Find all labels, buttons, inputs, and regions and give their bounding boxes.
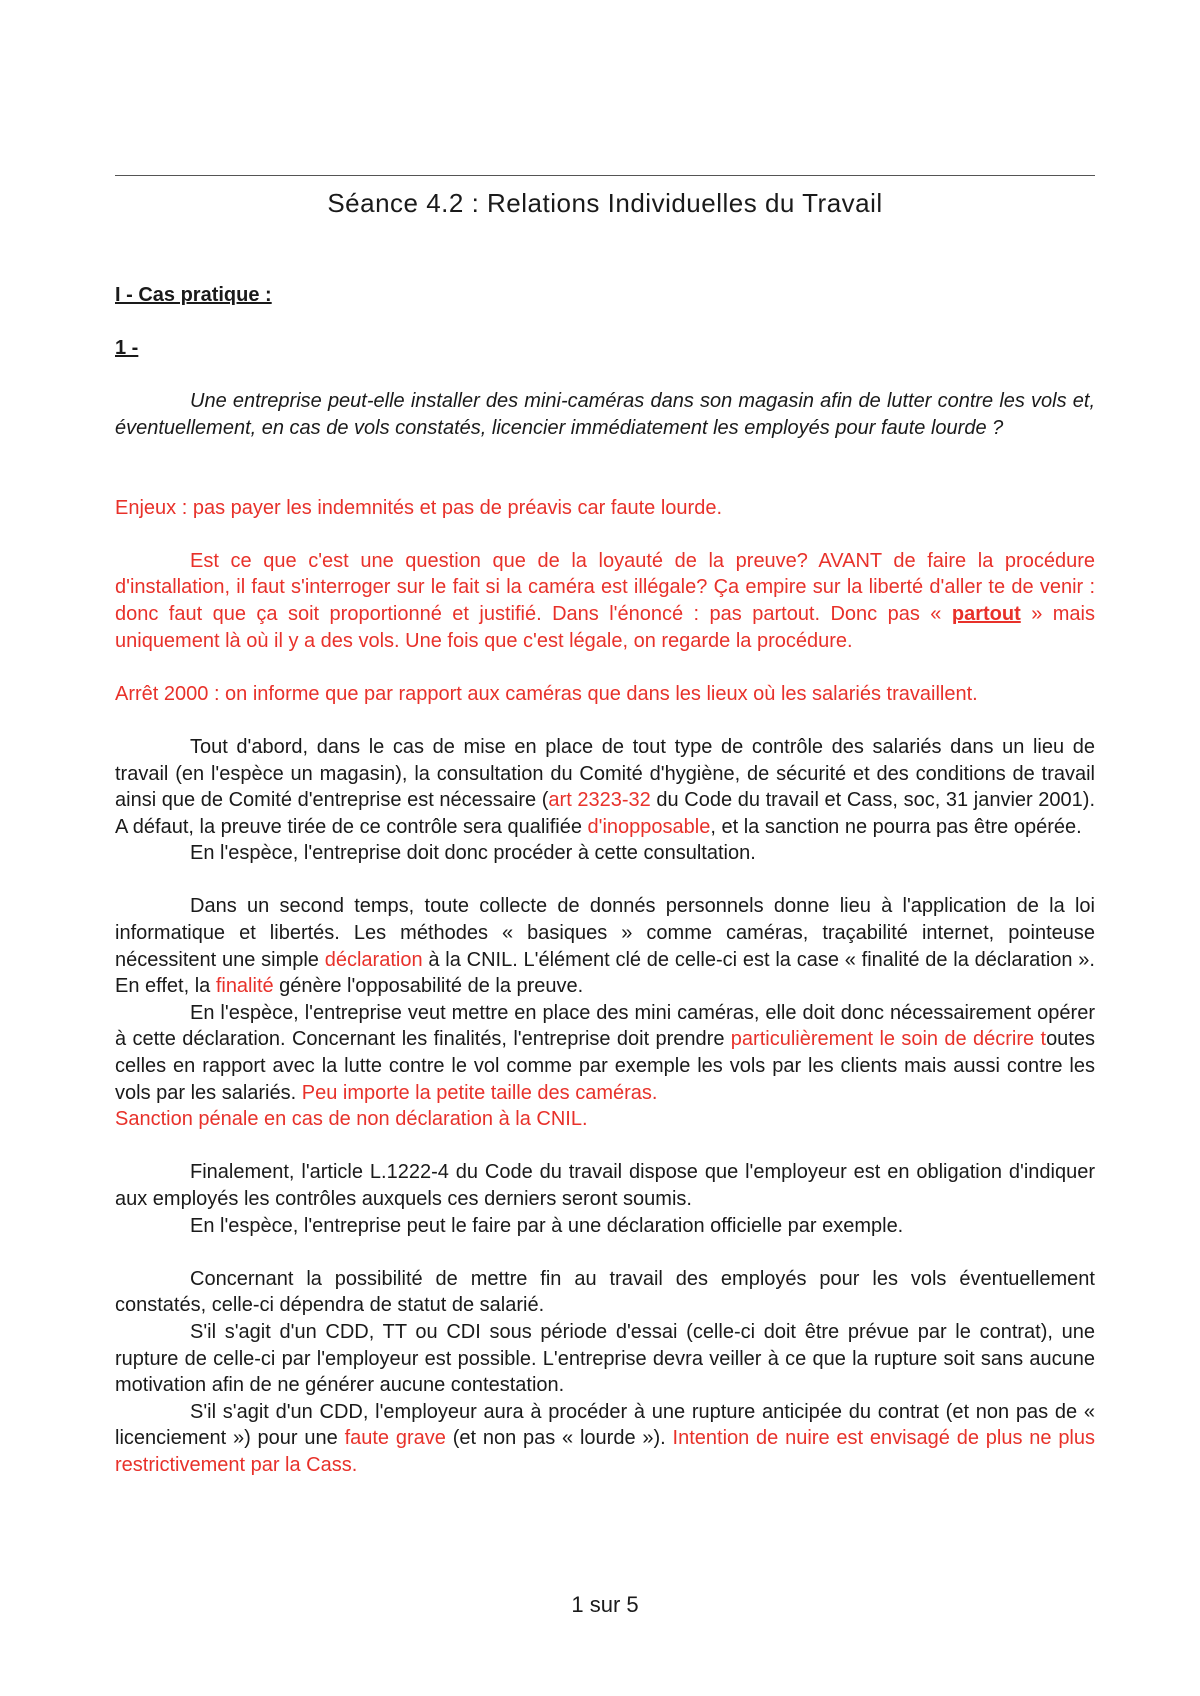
cnil-paragraph xyxy=(115,893,1095,999)
declaration-term: déclaration xyxy=(324,948,423,971)
enjeux-note: Enjeux : pas payer les indemnités et pas de préavis car faute lourde. xyxy=(115,496,723,519)
cnil-text-a: Dans un second temps, toute collecte de donnés personnels donne lieu à l'application de la loi informatique et libertés. Les méthodes « basiques » comme caméras, traçabilité internet, pointeuse nécessitent une simple xyxy=(115,895,1095,971)
document-body xyxy=(115,282,1095,1479)
page-number: 1 sur 5 xyxy=(571,1592,639,1617)
consultation-espece: En l'espèce, l'entreprise doit donc procéder à cette consultation. xyxy=(190,842,756,865)
page-title: Séance 4.2 : Relations Individuelles du Travail xyxy=(327,188,883,218)
subsection-heading xyxy=(115,335,1095,362)
rupture-essai: S'il s'agit d'un CDD, TT ou CDI sous période d'essai (celle-ci doit être prévue par le contrat), une rupture de celle-ci par l'employeur est possible. L'entreprise devra veiller à ce que la rupture soit sans aucune motivation afin de ne générer aucune contestation. xyxy=(115,1320,1095,1397)
intention-note: Intention de nuire est envisagé de plus ne plus restrictivement par la Cass. xyxy=(115,1427,1096,1476)
section-heading xyxy=(115,282,1095,309)
cnil-text-b: à la CNIL. L'élément clé de celle-ci est la case « finalité de la déclaration ». En effet, la xyxy=(115,948,1095,998)
finalite-term: finalité xyxy=(215,975,274,998)
consultation-paragraph xyxy=(115,734,1095,840)
cnil-espece-a: En l'espèce, l'entreprise veut mettre en place des mini caméras, elle doit donc nécessairement opérer à cette déclaration. Concernant les finalités, l'entreprise doit prendre xyxy=(115,1001,1095,1051)
cnil-espece xyxy=(115,1000,1095,1106)
cnil-espece-red2: Peu importe la petite taille des caméras. xyxy=(301,1081,658,1104)
loyaute-note xyxy=(115,548,1095,654)
consultation-text-b: du Code du travail et Cass, soc, 31 janvier 2001). A défaut, la preuve tirée de ce contrôle sera qualifiée xyxy=(115,789,1096,838)
cnil-espece-red: particulièrement le soin de décrire t xyxy=(730,1028,1047,1051)
rupture-cdd xyxy=(115,1399,1095,1479)
section-heading-text: I - Cas pratique : xyxy=(115,284,272,306)
subsection-heading-text: 1 - xyxy=(115,337,139,360)
arret-note: Arrêt 2000 : on informe que par rapport aux caméras que dans les lieux où les salariés travaillent. xyxy=(115,682,978,705)
cnil-text-c: génère l'opposabilité de la preuve. xyxy=(273,975,584,998)
rupture-cdd-a: S'il s'agit d'un CDD, l'employeur aura à procéder à une rupture anticipée du contrat (et non pas de « licenciement ») pour une xyxy=(115,1400,1095,1450)
question-paragraph: Une entreprise peut-elle installer des mini-caméras dans son magasin afin de lutter contre les vols et, éventuellement, en cas de vols constatés, licencier immédiatement les employés pour faute lourde ? xyxy=(115,390,1095,439)
information-paragraph: Finalement, l'article L.1222-4 du Code du travail dispose que l'employeur est en obligation d'indiquer aux employés les contrôles auxquels ces derniers seront soumis. xyxy=(115,1161,1095,1210)
rupture-cdd-b: (et non pas « lourde »). xyxy=(445,1427,673,1450)
inopposable-term: d'inopposable xyxy=(587,815,711,838)
header-rule xyxy=(115,175,1095,176)
information-espece: En l'espèce, l'entreprise peut le faire par à une déclaration officielle par exemple. xyxy=(190,1214,904,1237)
faute-grave-term: faute grave xyxy=(344,1427,446,1450)
sanction-note: Sanction pénale en cas de non déclaration à la CNIL. xyxy=(115,1108,588,1131)
loyaute-note-emphasis: partout xyxy=(951,602,1021,625)
consultation-text-a: Tout d'abord, dans le cas de mise en place de tout type de contrôle des salariés dans un lieu de travail (en l'espèce un magasin), la consultation du Comité d'hygiène, de sécurité et des conditions de travail ainsi que de Comité d'entreprise est nécessaire ( xyxy=(115,735,1095,812)
loyaute-note-part1: Est ce que c'est une question que de la loyauté de la preuve? AVANT de faire la procédure d'installation, il faut s'interroger sur le fait si la caméra est illégale? Ça empire sur la liberté d'aller te de venir : donc faut que ça soit proportionné et justifié. Dans l'énoncé : pas partout. Donc pas « xyxy=(115,549,1095,625)
cnil-espece-b: outes celles en rapport avec la lutte contre le vol comme par exemple les vols par les clients mais aussi contre les vols par les salariés. xyxy=(115,1028,1095,1104)
rupture-paragraph: Concernant la possibilité de mettre fin au travail des employés pour les vols éventuellement constatés, celle-ci dépendra de statut de salarié. xyxy=(115,1267,1095,1317)
loyaute-note-part2: » mais uniquement là où il y a des vols. Une fois que c'est légale, on regarde la procédure. xyxy=(115,602,1095,652)
consultation-text-c: , et la sanction ne pourra pas être opérée. xyxy=(710,815,1082,838)
article-reference: art 2323-32 xyxy=(548,789,651,812)
